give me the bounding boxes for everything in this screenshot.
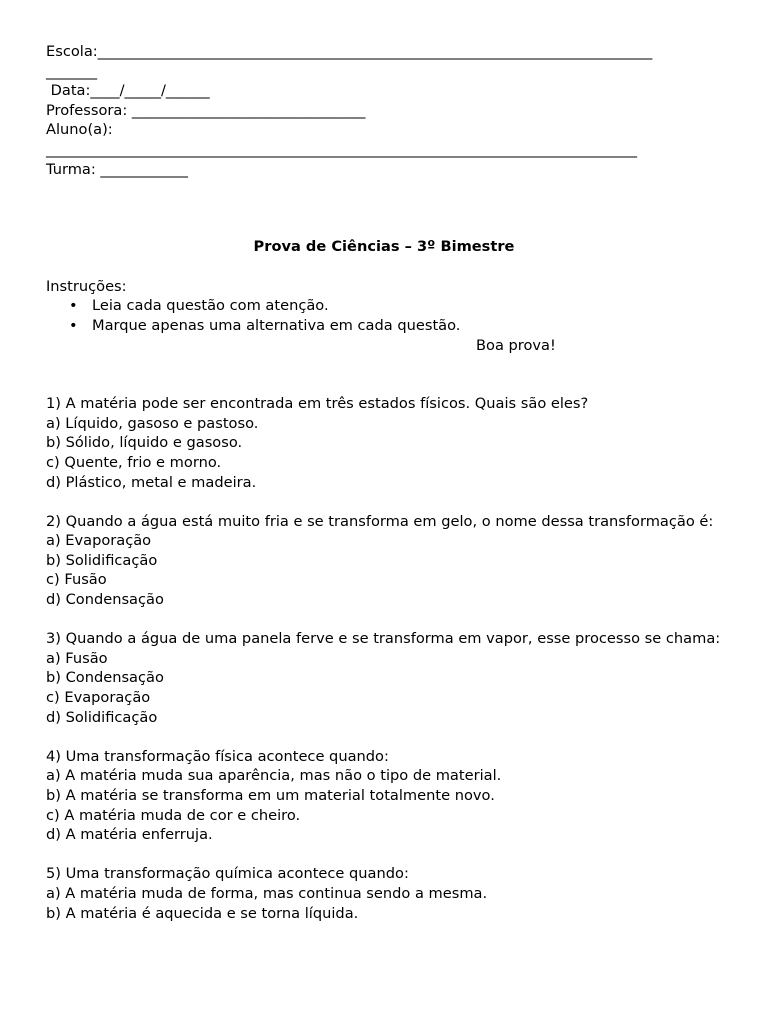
answer-option[interactable]: d) Plástico, metal e madeira. xyxy=(46,473,257,491)
spacer xyxy=(46,179,722,237)
instructions-heading: Instruções: xyxy=(46,277,127,295)
spacer xyxy=(46,355,722,394)
question-text: 1) A matéria pode ser encontrada em três estados físicos. Quais são eles? xyxy=(46,395,589,413)
instructions-list xyxy=(46,296,722,335)
question-2 xyxy=(46,512,722,610)
instructions-block xyxy=(46,277,722,355)
header-fields xyxy=(46,42,722,179)
question-text: 2) Quando a água está muito fria e se transforma em gelo, o nome dessa transformação é: xyxy=(46,512,714,530)
bullet-icon: • xyxy=(69,297,78,315)
escola-field[interactable]: Escola:____________________________________________________________________________ xyxy=(46,43,653,60)
aluno-label: Aluno(a): xyxy=(46,121,113,139)
answer-option[interactable]: c) A matéria muda de cor e cheiro. xyxy=(46,806,301,824)
question-text: 5) Uma transformação química acontece quando: xyxy=(46,865,409,883)
question-4 xyxy=(46,747,722,845)
instruction-text: Marque apenas uma alternativa em cada questão. xyxy=(92,316,461,334)
answer-option[interactable]: a) Fusão xyxy=(46,649,108,667)
answer-option[interactable]: d) Condensação xyxy=(46,591,164,609)
aluno-field[interactable]: _________________________________________________________________________________ xyxy=(46,140,638,158)
answer-option[interactable]: c) Fusão xyxy=(46,571,107,589)
closing-text: Boa prova! xyxy=(476,336,556,354)
question-text: 4) Uma transformação física acontece quando: xyxy=(46,747,389,765)
answer-option[interactable]: b) A matéria é aquecida e se torna líquida. xyxy=(46,904,359,922)
answer-option[interactable]: a) A matéria muda sua aparência, mas não o tipo de material. xyxy=(46,767,502,785)
questions-list xyxy=(46,394,722,923)
question-text: 3) Quando a água de uma panela ferve e se transforma em vapor, esse processo se chama: xyxy=(46,630,721,648)
question-5 xyxy=(46,864,722,923)
answer-option[interactable]: d) Solidificação xyxy=(46,708,158,726)
professora-field[interactable]: Professora: ________________________________ xyxy=(46,101,366,119)
turma-field[interactable]: Turma: ____________ xyxy=(46,160,188,178)
answer-option[interactable]: b) Condensação xyxy=(46,669,164,687)
instruction-item xyxy=(66,316,722,336)
answer-option[interactable]: a) Líquido, gasoso e pastoso. xyxy=(46,414,259,432)
question-1 xyxy=(46,394,722,492)
answer-option[interactable]: b) Solidificação xyxy=(46,551,158,569)
answer-option[interactable]: c) Evaporação xyxy=(46,689,151,707)
exam-title: Prova de Ciências – 3º Bimestre xyxy=(253,238,515,256)
instruction-item xyxy=(66,296,722,316)
escola-field-continuation: _______ xyxy=(46,62,98,80)
answer-option[interactable]: b) Sólido, líquido e gasoso. xyxy=(46,434,243,452)
spacer xyxy=(46,257,722,277)
instruction-text: Leia cada questão com atenção. xyxy=(92,297,329,315)
answer-option[interactable]: d) A matéria enferruja. xyxy=(46,826,213,844)
question-3 xyxy=(46,629,722,727)
answer-option[interactable]: a) A matéria muda de forma, mas continua sendo a mesma. xyxy=(46,884,488,902)
bullet-icon: • xyxy=(69,316,78,334)
answer-option[interactable]: b) A matéria se transforma em um material totalmente novo. xyxy=(46,787,495,804)
answer-option[interactable]: a) Evaporação xyxy=(46,532,152,550)
data-field[interactable]: Data:____/_____/______ xyxy=(46,82,210,100)
answer-option[interactable]: c) Quente, frio e morno. xyxy=(46,453,222,471)
